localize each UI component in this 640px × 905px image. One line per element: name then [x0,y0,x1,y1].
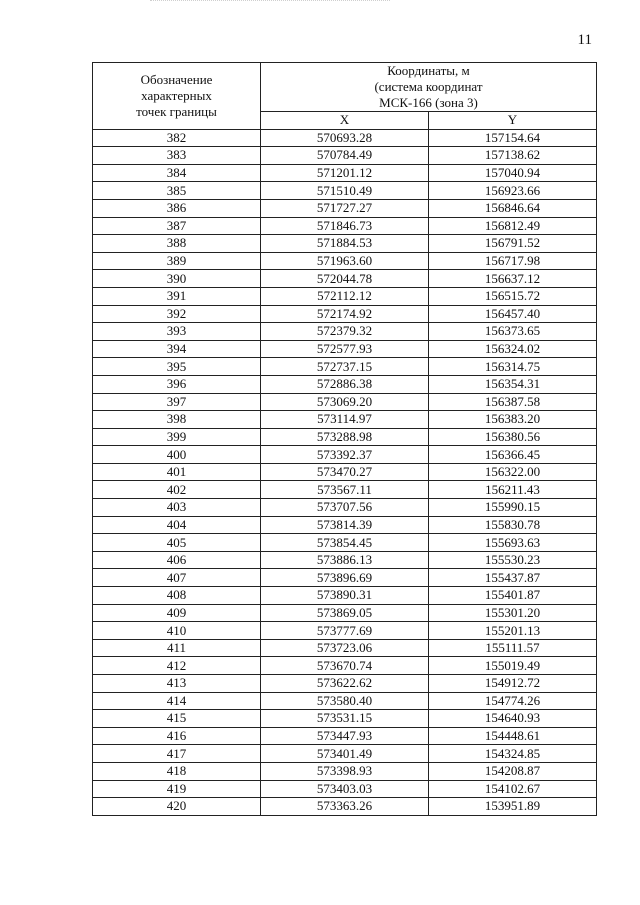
point-cell: 416 [93,727,261,745]
x-coordinate-cell: 573403.03 [261,780,429,798]
x-coordinate-cell: 572044.78 [261,270,429,288]
table-row [93,323,597,341]
x-coordinate-cell: 573886.13 [261,551,429,569]
point-cell: 387 [93,217,261,235]
table-row [93,587,597,605]
y-coordinate-cell: 156846.64 [429,199,597,217]
y-coordinate-cell: 156380.56 [429,428,597,446]
table-row [93,692,597,710]
table-row [93,675,597,693]
table-row [93,287,597,305]
x-coordinate-cell: 573288.98 [261,428,429,446]
point-cell: 390 [93,270,261,288]
point-cell: 415 [93,710,261,728]
y-coordinate-cell: 157154.64 [429,129,597,147]
point-cell: 404 [93,516,261,534]
y-coordinate-cell: 156717.98 [429,252,597,270]
y-coordinate-cell: 155530.23 [429,551,597,569]
point-column-header [93,63,261,130]
point-header-line: Обозначение [140,71,213,87]
x-coordinate-cell: 572737.15 [261,358,429,376]
table-row [93,411,597,429]
x-coordinate-cell: 573398.93 [261,762,429,780]
point-cell: 395 [93,358,261,376]
y-coordinate-cell: 156923.66 [429,182,597,200]
table-row [93,393,597,411]
point-cell: 396 [93,375,261,393]
x-coordinate-cell: 570693.28 [261,129,429,147]
y-coordinate-cell: 155301.20 [429,604,597,622]
y-column-header: Y [429,112,597,130]
point-cell: 385 [93,182,261,200]
y-coordinate-cell: 157138.62 [429,147,597,165]
x-coordinate-cell: 571727.27 [261,199,429,217]
point-cell: 388 [93,235,261,253]
coordinates-header-line: МСК-166 (зона 3) [379,95,478,110]
table-row [93,745,597,763]
point-cell: 399 [93,428,261,446]
y-coordinate-cell: 156515.72 [429,287,597,305]
y-coordinate-cell: 154102.67 [429,780,597,798]
y-coordinate-cell: 154448.61 [429,727,597,745]
point-cell: 384 [93,164,261,182]
x-coordinate-cell: 573363.26 [261,798,429,816]
x-coordinate-cell: 572174.92 [261,305,429,323]
table-row [93,164,597,182]
table-row [93,217,597,235]
y-coordinate-cell: 156314.75 [429,358,597,376]
y-coordinate-cell: 154774.26 [429,692,597,710]
table-row [93,657,597,675]
point-cell: 410 [93,622,261,640]
y-coordinate-cell: 153951.89 [429,798,597,816]
y-coordinate-cell: 154208.87 [429,762,597,780]
point-cell: 417 [93,745,261,763]
point-cell: 418 [93,762,261,780]
point-cell: 406 [93,551,261,569]
point-cell: 386 [93,199,261,217]
y-coordinate-cell: 155990.15 [429,499,597,517]
point-cell: 401 [93,463,261,481]
point-cell: 397 [93,393,261,411]
y-coordinate-cell: 154324.85 [429,745,597,763]
page-number: 11 [577,32,592,48]
table-row [93,199,597,217]
x-coordinate-cell: 573392.37 [261,446,429,464]
x-coordinate-cell: 573670.74 [261,657,429,675]
x-coordinate-cell: 573854.45 [261,534,429,552]
point-cell: 409 [93,604,261,622]
x-coordinate-cell: 573470.27 [261,463,429,481]
table-row [93,481,597,499]
y-coordinate-cell: 156322.00 [429,463,597,481]
table-row [93,727,597,745]
table-row [93,129,597,147]
x-coordinate-cell: 573580.40 [261,692,429,710]
y-coordinate-cell: 156387.58 [429,393,597,411]
y-coordinate-cell: 155693.63 [429,534,597,552]
point-cell: 414 [93,692,261,710]
y-coordinate-cell: 156373.65 [429,323,597,341]
table-row [93,798,597,816]
x-coordinate-cell: 573777.69 [261,622,429,640]
table-row [93,147,597,165]
y-coordinate-cell: 156457.40 [429,305,597,323]
y-coordinate-cell: 154640.93 [429,710,597,728]
x-coordinate-cell: 573401.49 [261,745,429,763]
table-row [93,569,597,587]
point-cell: 403 [93,499,261,517]
point-cell: 393 [93,323,261,341]
y-coordinate-cell: 157040.94 [429,164,597,182]
y-coordinate-cell: 155830.78 [429,516,597,534]
table-row [93,762,597,780]
x-coordinate-cell: 572577.93 [261,340,429,358]
table-row [93,463,597,481]
table-row [93,235,597,253]
table-row [93,252,597,270]
y-coordinate-cell: 155201.13 [429,622,597,640]
x-coordinate-cell: 573114.97 [261,411,429,429]
x-coordinate-cell: 573531.15 [261,710,429,728]
y-coordinate-cell: 156211.43 [429,481,597,499]
x-coordinate-cell: 573622.62 [261,675,429,693]
y-coordinate-cell: 155437.87 [429,569,597,587]
table-row [93,340,597,358]
y-coordinate-cell: 156366.45 [429,446,597,464]
table-row [93,270,597,288]
table-row [93,780,597,798]
x-coordinate-cell: 573869.05 [261,604,429,622]
x-coordinate-cell: 573723.06 [261,639,429,657]
y-coordinate-cell: 155401.87 [429,587,597,605]
x-coordinate-cell: 571963.60 [261,252,429,270]
point-cell: 402 [93,481,261,499]
table-row [93,534,597,552]
y-coordinate-cell: 156637.12 [429,270,597,288]
point-cell: 407 [93,569,261,587]
y-coordinate-cell: 156383.20 [429,411,597,429]
point-cell: 400 [93,446,261,464]
table-row [93,358,597,376]
y-coordinate-cell: 154912.72 [429,675,597,693]
point-cell: 419 [93,780,261,798]
coordinates-header [261,63,597,112]
y-coordinate-cell: 156324.02 [429,340,597,358]
table-body [93,129,597,815]
table-row [93,604,597,622]
coordinates-table [92,62,597,816]
x-coordinate-cell: 573447.93 [261,727,429,745]
point-cell: 382 [93,129,261,147]
table-row [93,639,597,657]
x-coordinate-cell: 572112.12 [261,287,429,305]
y-coordinate-cell: 155111.57 [429,639,597,657]
point-cell: 391 [93,287,261,305]
point-cell: 413 [93,675,261,693]
x-coordinate-cell: 573567.11 [261,481,429,499]
x-coordinate-cell: 572379.32 [261,323,429,341]
table-row [93,305,597,323]
point-cell: 398 [93,411,261,429]
y-coordinate-cell: 156812.49 [429,217,597,235]
table-row [93,428,597,446]
point-cell: 389 [93,252,261,270]
coordinates-header-line: Координаты, м [387,63,470,78]
x-coordinate-cell: 571510.49 [261,182,429,200]
point-cell: 408 [93,587,261,605]
x-coordinate-cell: 573814.39 [261,516,429,534]
table-row [93,499,597,517]
x-coordinate-cell: 573707.56 [261,499,429,517]
x-coordinate-cell: 572886.38 [261,375,429,393]
x-coordinate-cell: 573890.31 [261,587,429,605]
point-cell: 420 [93,798,261,816]
x-coordinate-cell: 571201.12 [261,164,429,182]
x-coordinate-cell: 570784.49 [261,147,429,165]
point-header-line: характерных [141,87,212,103]
y-coordinate-cell: 156354.31 [429,375,597,393]
point-cell: 383 [93,147,261,165]
x-coordinate-cell: 573896.69 [261,569,429,587]
table-row [93,182,597,200]
x-coordinate-cell: 571846.73 [261,217,429,235]
table-row [93,710,597,728]
y-coordinate-cell: 156791.52 [429,235,597,253]
point-cell: 405 [93,534,261,552]
table-row [93,375,597,393]
x-coordinate-cell: 573069.20 [261,393,429,411]
table-row [93,516,597,534]
x-coordinate-cell: 571884.53 [261,235,429,253]
point-cell: 392 [93,305,261,323]
table-row [93,446,597,464]
coordinates-header-line: (система координат [374,79,483,94]
scan-artifact [150,0,390,5]
point-cell: 394 [93,340,261,358]
point-cell: 412 [93,657,261,675]
point-cell: 411 [93,639,261,657]
y-coordinate-cell: 155019.49 [429,657,597,675]
point-header-line: точек границы [136,103,217,119]
table-row [93,622,597,640]
x-column-header: X [261,112,429,130]
table-row [93,551,597,569]
